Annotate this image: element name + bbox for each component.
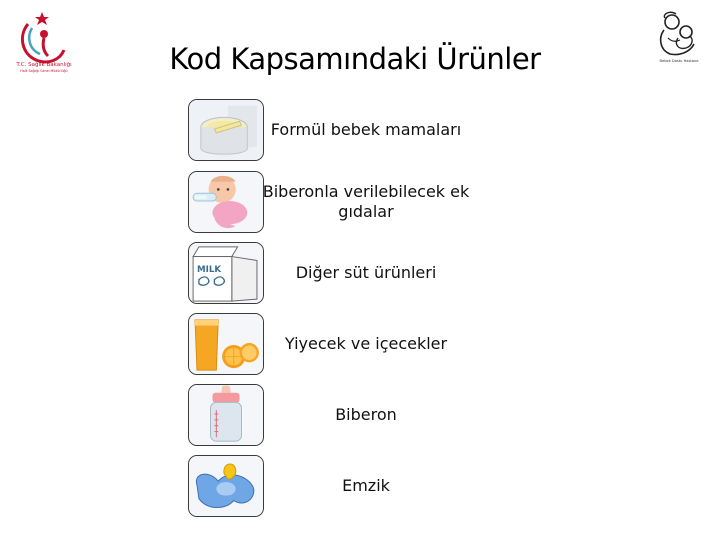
item-label: Formül bebek mamaları — [270, 120, 462, 139]
baby-bottle-feeding-image — [188, 171, 264, 233]
page-title: Kod Kapsamındaki Ürünler — [169, 42, 541, 76]
pacifier-image — [188, 455, 264, 517]
list-item — [188, 384, 564, 448]
list-item — [188, 313, 564, 377]
list-item — [188, 99, 564, 163]
svg-text:MILK: MILK — [196, 265, 222, 276]
list-item — [188, 171, 564, 235]
juice-oranges-image — [188, 313, 264, 375]
item-label: Emzik — [342, 476, 390, 495]
ministry-logo-text: T.C. Sağlık Bakanlığı — [16, 62, 72, 68]
milk-carton-image — [188, 242, 264, 304]
item-label: Diğer süt ürünleri — [295, 263, 437, 282]
ministry-logo-subtitle: Halk Sağlığı Genel Müdürlüğü — [20, 69, 68, 73]
list-item — [188, 242, 564, 306]
baby-bottle-image — [188, 384, 264, 446]
item-label: Biberonla verilebilecek ek gıdalar — [262, 182, 470, 221]
formula-can-image — [188, 99, 264, 161]
list-item — [188, 455, 564, 519]
item-label: Yiyecek ve içecekler — [284, 334, 448, 353]
item-label: Biberon — [335, 405, 397, 424]
baby-friendly-logo-text: Bebek Dostu Hastane — [659, 59, 699, 63]
